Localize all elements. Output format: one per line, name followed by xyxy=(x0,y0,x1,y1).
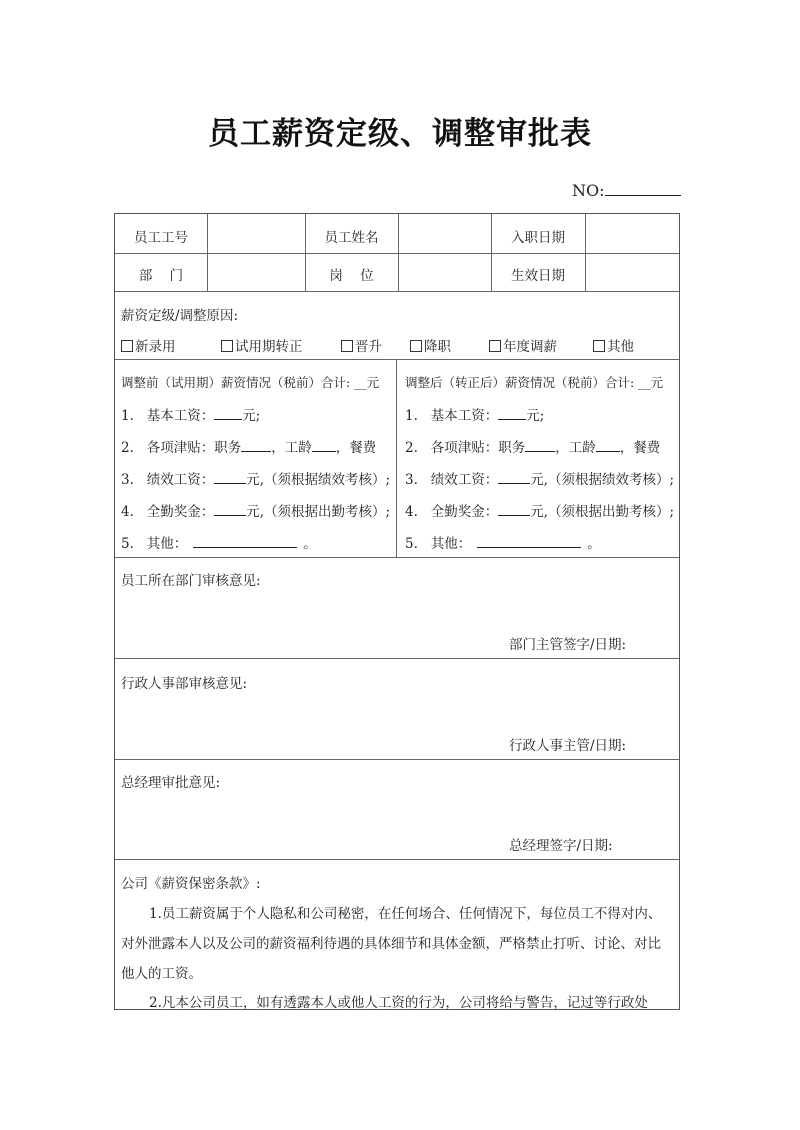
form-number xyxy=(572,181,681,200)
option-annual-raise[interactable]: 年度调薪 xyxy=(489,335,557,355)
reason-label: 薪资定级/调整原因: xyxy=(121,308,239,324)
after-title: 调整后（转正后）薪资情况（税前）合计: __元 xyxy=(405,375,664,390)
option-demotion[interactable]: 降职 xyxy=(410,335,451,355)
dept-review-field[interactable] xyxy=(121,592,673,632)
clause-paragraph-2: 2.凡本公司员工，如有透露本人或他人工资的行为，公司将给与警告，记过等行政处 xyxy=(149,995,648,1011)
after-item-2: 2. 各项津贴：职务 ，工龄 ，餐费 xyxy=(405,440,661,456)
before-seniority-field[interactable] xyxy=(312,439,336,452)
clause-paragraph-1: 1.员工薪资属于个人隐私和公司秘密，在任何场合、任何情况下，每位员工不得对内、对外泄露本人以及公司的薪资福利待遇的具体细节和具体金额，严格禁止打听、讨论、对比他人的工资。 xyxy=(121,906,662,982)
before-item-1: 1. 基本工资： 元; xyxy=(121,408,261,424)
hr-review-field[interactable] xyxy=(121,694,673,732)
form-number-field[interactable] xyxy=(605,181,681,196)
employee-id-field[interactable] xyxy=(208,215,304,252)
after-duty-allowance-field[interactable] xyxy=(525,439,555,452)
after-item-5: 5. 其他： 。 xyxy=(405,536,601,552)
option-promotion[interactable]: 晋升 xyxy=(341,335,382,355)
dept-review-label: 员工所在部门审核意见: xyxy=(121,573,261,589)
employee-name-field[interactable] xyxy=(399,215,490,252)
option-new-hire[interactable]: 新录用 xyxy=(121,335,176,355)
gm-review-field[interactable] xyxy=(121,794,673,832)
department-field[interactable] xyxy=(208,254,304,290)
checkbox-icon[interactable] xyxy=(341,340,353,352)
page-title: 员工薪资定级、调整审批表 xyxy=(208,116,592,152)
after-item-4: 4. 全勤奖金： 元,（须根据出勤考核）; xyxy=(405,504,675,520)
after-attendance-field[interactable] xyxy=(498,503,530,516)
after-other-field[interactable] xyxy=(477,535,581,548)
gm-review-label: 总经理审批意见: xyxy=(121,775,221,791)
checkbox-icon[interactable] xyxy=(593,340,605,352)
clause-title: 公司《薪资保密条款》: xyxy=(121,876,261,892)
checkbox-icon[interactable] xyxy=(410,340,422,352)
after-base-salary-field[interactable] xyxy=(498,407,526,420)
before-title: 调整前（试用期）薪资情况（税前）合计: __元 xyxy=(121,375,380,390)
after-performance-field[interactable] xyxy=(498,471,530,484)
after-seniority-field[interactable] xyxy=(596,439,620,452)
label-position: 岗 位 xyxy=(329,268,374,284)
checkbox-icon[interactable] xyxy=(221,340,233,352)
approval-form xyxy=(114,213,680,1010)
checkbox-icon[interactable] xyxy=(489,340,501,352)
before-other-field[interactable] xyxy=(193,535,297,548)
before-item-3: 3. 绩效工资： 元,（须根据绩效考核）; xyxy=(121,472,391,488)
hire-date-field[interactable] xyxy=(586,215,679,252)
label-employee-name: 员工姓名 xyxy=(324,230,379,246)
hr-review-label: 行政人事部审核意见: xyxy=(121,676,248,692)
effective-date-field[interactable] xyxy=(586,254,679,290)
gm-sign-label: 总经理签字/日期: xyxy=(509,838,613,854)
before-item-5: 5. 其他： 。 xyxy=(121,536,317,552)
label-hire-date: 入职日期 xyxy=(511,230,565,246)
label-employee-id: 员工工号 xyxy=(134,230,188,246)
before-performance-field[interactable] xyxy=(214,471,246,484)
position-field[interactable] xyxy=(399,254,490,290)
before-duty-allowance-field[interactable] xyxy=(241,439,271,452)
option-probation-confirm[interactable]: 试用期转正 xyxy=(221,335,303,355)
checkbox-icon[interactable] xyxy=(121,340,133,352)
before-attendance-field[interactable] xyxy=(214,503,246,516)
label-effective-date: 生效日期 xyxy=(511,268,565,284)
before-item-4: 4. 全勤奖金： 元,（须根据出勤考核）; xyxy=(121,504,391,520)
dept-sign-label: 部门主管签字/日期: xyxy=(509,637,627,653)
form-number-label: NO: xyxy=(572,181,605,200)
label-department: 部 门 xyxy=(138,268,184,284)
after-item-3: 3. 绩效工资： 元,（须根据绩效考核）; xyxy=(405,472,675,488)
after-item-1: 1. 基本工资： 元; xyxy=(405,408,545,424)
option-other[interactable]: 其他 xyxy=(593,335,634,355)
hr-sign-label: 行政人事主管/日期: xyxy=(509,738,627,754)
before-base-salary-field[interactable] xyxy=(214,407,242,420)
before-item-2: 2. 各项津贴：职务 ，工龄 ，餐费 xyxy=(121,440,377,456)
